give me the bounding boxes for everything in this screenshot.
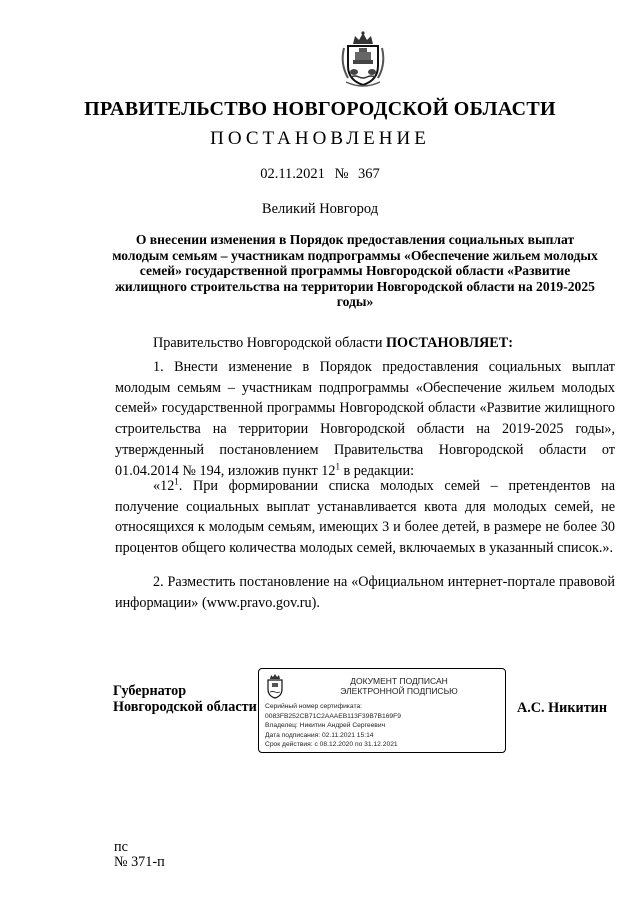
- lead-text: Правительство Новгородской области: [153, 335, 383, 351]
- city: Великий Новгород: [261, 201, 379, 217]
- lead-paragraph: [115, 333, 615, 354]
- quote-superscript: 1: [174, 476, 179, 487]
- quote-start: «12: [153, 478, 175, 494]
- document-type: ПОСТАНОВЛЕНИЕ: [210, 128, 430, 149]
- paragraph-1-text: 1. Внести изменение в Порядок предоставления социальных выплат молодым семьям – участникам подпрограммы «Обеспечение жильем молодых семей» государственной программы Новгородской области «Развитие жилищного строительства на территории Новгородской области на 2019-2025 годы», утвержденный постановлением Правительства Новгородской области от 01.04.2014 № 194, изложив пункт 12: [115, 359, 615, 479]
- electronic-signature-stamp: [258, 668, 506, 753]
- signer-name: А.С. Никитин: [517, 700, 608, 716]
- quoted-clause: [115, 476, 615, 559]
- stamp-heading: [295, 676, 503, 696]
- quote-text: . При формировании списка молодых семей – претендентов на получение социальных выплат устанавливается квота для молодых семей, не относящихся к молодым семьям, имеющих 3 и более детей, в размере не более 30 процентов общего количества молодых семей, включаемых в указанный список.».: [115, 478, 615, 557]
- signatory-position: [113, 683, 257, 715]
- stamp-coat-of-arms-icon: [264, 673, 286, 699]
- paragraph-1-tail: в редакции:: [339, 462, 415, 479]
- stamp-signed-date: Дата подписания: 02.11.2021 15:14: [265, 731, 374, 739]
- lead-bold: ПОСТАНОВЛЯЕТ:: [385, 335, 513, 351]
- stamp-validity: Срок действия: с 08.12.2020 по 31.12.2021: [265, 741, 398, 748]
- stamp-cert-number: 0083FB252CB71C2AAAEB113F39B7B169F9: [265, 712, 401, 720]
- stamp-owner: Владелец: Никитин Андрей Сергеевич: [265, 722, 386, 729]
- position-line-1: Губернатор: [113, 683, 187, 699]
- position-line-2: Новгородской области: [113, 699, 257, 715]
- document-date-number: [0, 166, 640, 183]
- footer-initials: пс: [114, 839, 128, 855]
- document-date: 02.11.2021: [260, 166, 325, 182]
- number-sign: №: [334, 166, 349, 182]
- stamp-heading-line-1: ДОКУМЕНТ ПОДПИСАН: [350, 676, 448, 686]
- stamp-heading-line-2: ЭЛЕКТРОННОЙ ПОДПИСЬЮ: [340, 686, 458, 696]
- paragraph-1: [115, 357, 615, 481]
- coat-of-arms-icon: [338, 30, 388, 88]
- paragraph-2-text: 2. Разместить постановление на «Официальном интернет-портале правовой информации» (www.pravo.gov.ru).: [115, 574, 615, 611]
- organization-name: ПРАВИТЕЛЬСТВО НОВГОРОДСКОЙ ОБЛАСТИ: [84, 98, 556, 120]
- stamp-details: [265, 702, 401, 750]
- paragraph-2: [115, 572, 615, 613]
- document-number: 367: [358, 166, 380, 182]
- paragraph-1-superscript: 1: [335, 460, 340, 471]
- document-title: О внесении изменения в Порядок предоставления социальных выплат молодым семьям – участникам подпрограммы «Обеспечение жильем молодых семей» государственной программы Новгородской области «Развитие жилищного строительства на территории Новгородской области на 2019-2025 годы»: [112, 232, 598, 309]
- stamp-cert-label: Серийный номер сертификата:: [265, 703, 363, 710]
- footer-number: № 371-п: [114, 854, 165, 870]
- footer: [114, 840, 165, 870]
